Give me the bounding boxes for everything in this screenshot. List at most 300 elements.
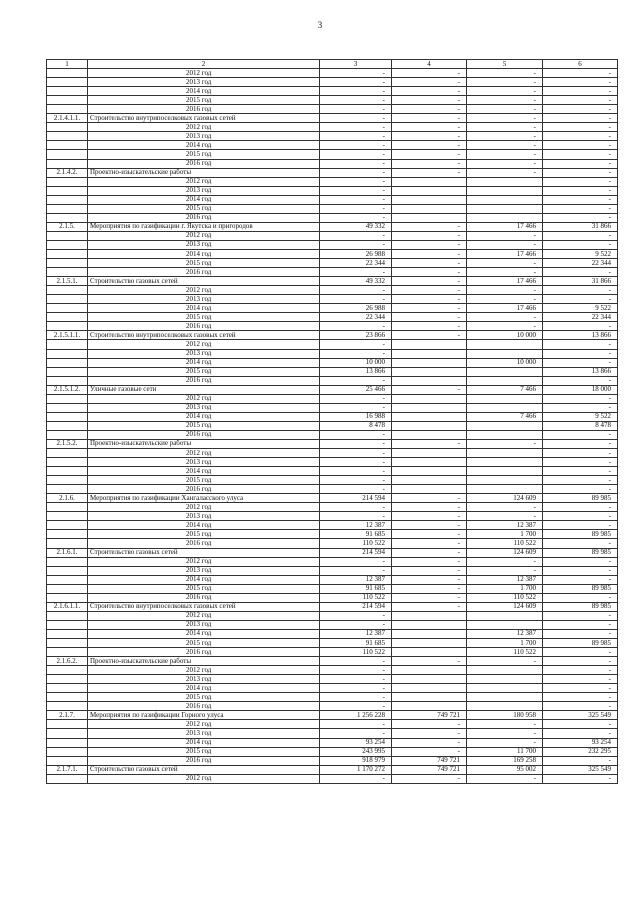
row-value-total: - [320,702,392,711]
row-value-col4 [392,684,467,693]
row-name: Проектно-изыскательские работы [88,439,320,448]
row-value-col6: - [543,666,618,675]
row-value-col4: - [392,87,467,96]
row-name: 2015 год [88,259,320,268]
row-name: 2015 год [88,747,320,756]
row-value-col4: 749 721 [392,765,467,774]
row-value-col4 [392,367,467,376]
row-code: 2.1.5. [47,222,88,231]
row-name: 2013 год [88,186,320,195]
row-name: 2013 год [88,675,320,684]
row-value-col6: - [543,159,618,168]
row-value-col6: 89 985 [543,639,618,648]
row-value-col4: - [392,69,467,78]
row-name: 2013 год [88,403,320,412]
row-value-total: - [320,467,392,476]
row-value-col6: - [543,702,618,711]
row-value-col4 [392,340,467,349]
year-row [47,648,618,657]
row-value-total: - [320,675,392,684]
year-row [47,403,618,412]
row-value-col5 [467,449,543,458]
row-value-col6: - [543,231,618,240]
row-name: Строительство газовых сетей [88,277,320,286]
row-value-col5: - [467,69,543,78]
row-value-col5: - [467,720,543,729]
row-name: 2014 год [88,87,320,96]
row-name: 2013 год [88,458,320,467]
row-value-col6: - [543,141,618,150]
row-value-col4: - [392,530,467,539]
year-row [47,87,618,96]
row-name: 2014 год [88,249,320,258]
row-value-col5: - [467,657,543,666]
year-row [47,756,618,765]
row-value-col5: 17 466 [467,222,543,231]
row-value-col6: - [543,295,618,304]
column-header: 3 [320,60,392,69]
row-value-col6: 9 522 [543,304,618,313]
row-value-col6: - [543,593,618,602]
row-name: 2016 год [88,213,320,222]
row-code [47,304,88,313]
row-value-col6: 325 549 [543,711,618,720]
row-name: 2015 год [88,150,320,159]
row-value-col6: - [543,430,618,439]
row-value-col6: 89 985 [543,530,618,539]
row-value-col5: 7 466 [467,412,543,421]
row-code [47,584,88,593]
row-value-col4: - [392,593,467,602]
row-value-col6: - [543,774,618,783]
year-row [47,611,618,620]
row-value-col5: 180 958 [467,711,543,720]
row-code [47,259,88,268]
year-row [47,159,618,168]
year-row [47,639,618,648]
row-value-col6: - [543,629,618,638]
row-value-col5: 11 700 [467,747,543,756]
row-name: 2012 год [88,666,320,675]
row-name: 2015 год [88,367,320,376]
row-value-col6: - [543,458,618,467]
row-name: 2012 год [88,231,320,240]
row-value-total: - [320,566,392,575]
row-value-col6: - [543,403,618,412]
row-value-col5: 10 000 [467,358,543,367]
row-value-total: 918 979 [320,756,392,765]
row-value-total: 22 344 [320,313,392,322]
row-value-col5 [467,394,543,403]
row-value-col5: 169 258 [467,756,543,765]
row-value-col4: - [392,539,467,548]
row-name: 2016 год [88,159,320,168]
row-value-col5 [467,340,543,349]
row-value-total: 91 685 [320,530,392,539]
row-value-col6: - [543,358,618,367]
row-value-col6: - [543,620,618,629]
row-value-col6: 22 344 [543,259,618,268]
year-row [47,213,618,222]
row-value-col5 [467,195,543,204]
row-value-col6: - [543,69,618,78]
row-code [47,467,88,476]
row-value-total: - [320,159,392,168]
row-value-col6: - [543,539,618,548]
row-value-total: - [320,729,392,738]
budget-table [46,59,618,784]
row-value-col5: - [467,87,543,96]
row-value-col5: - [467,168,543,177]
row-value-col4: - [392,503,467,512]
row-value-col5: - [467,132,543,141]
row-value-col6: - [543,204,618,213]
row-name: 2012 год [88,449,320,458]
row-value-col5: - [467,439,543,448]
row-value-col5 [467,476,543,485]
row-value-col5: - [467,295,543,304]
row-name: 2015 год [88,313,320,322]
row-value-col6: - [543,512,618,521]
row-code [47,421,88,430]
row-value-col4: - [392,304,467,313]
row-name: 2014 год [88,575,320,584]
row-value-col6: - [543,449,618,458]
row-value-col6: - [543,566,618,575]
year-row [47,729,618,738]
item-row [47,765,618,774]
row-value-col5: - [467,114,543,123]
row-value-col4: - [392,295,467,304]
row-value-total: - [320,286,392,295]
row-value-col6: 9 522 [543,249,618,258]
row-value-col6: 13 866 [543,331,618,340]
row-value-total: - [320,69,392,78]
row-value-col6: - [543,195,618,204]
row-code [47,403,88,412]
row-name: 2012 год [88,720,320,729]
row-value-col4: 749 721 [392,711,467,720]
row-name: 2014 год [88,629,320,638]
row-value-col6: - [543,394,618,403]
row-value-col5 [467,620,543,629]
row-value-col6: - [543,657,618,666]
row-value-col6: - [543,439,618,448]
row-value-total: - [320,186,392,195]
row-code [47,747,88,756]
row-code: 2.1.7.1. [47,765,88,774]
year-row [47,584,618,593]
row-code [47,268,88,277]
year-row [47,295,618,304]
row-value-total: - [320,476,392,485]
row-value-col6: - [543,240,618,249]
year-row [47,231,618,240]
row-name: 2012 год [88,774,320,783]
row-value-col6: - [543,105,618,114]
row-value-total: - [320,132,392,141]
row-value-col5: 1 700 [467,530,543,539]
row-value-col4 [392,421,467,430]
row-value-total: - [320,168,392,177]
year-row [47,449,618,458]
row-value-col5: - [467,150,543,159]
row-value-col5 [467,485,543,494]
row-value-col6: - [543,720,618,729]
row-value-col5 [467,467,543,476]
row-code [47,96,88,105]
row-name: 2016 год [88,702,320,711]
row-value-col4: - [392,168,467,177]
row-name: 2013 год [88,78,320,87]
year-row [47,702,618,711]
row-value-col4 [392,458,467,467]
row-value-col6: - [543,132,618,141]
row-value-col4: - [392,222,467,231]
row-name: 2012 год [88,177,320,186]
row-value-col4: - [392,494,467,503]
row-code: 2.1.5.1.1. [47,331,88,340]
row-value-col4: - [392,114,467,123]
row-value-col5: 110 522 [467,648,543,657]
row-code [47,449,88,458]
row-code: 2.1.5.1. [47,277,88,286]
row-code [47,412,88,421]
row-name: 2013 год [88,349,320,358]
row-name: 2016 год [88,322,320,331]
row-value-total: 243 995 [320,747,392,756]
row-value-col4: - [392,141,467,150]
row-value-col6: - [543,78,618,87]
row-name: 2015 год [88,530,320,539]
year-row [47,774,618,783]
row-code [47,295,88,304]
row-value-col4: - [392,268,467,277]
item-row [47,114,618,123]
row-name: 2013 год [88,295,320,304]
row-value-total: - [320,340,392,349]
row-code [47,87,88,96]
row-value-total: - [320,177,392,186]
row-value-col6: 89 985 [543,548,618,557]
row-code [47,159,88,168]
row-value-col4 [392,620,467,629]
row-value-col5 [467,458,543,467]
row-value-col4 [392,177,467,186]
row-name: 2012 год [88,286,320,295]
row-value-total: - [320,439,392,448]
table-header-row [47,60,618,69]
year-row [47,150,618,159]
row-code [47,249,88,258]
row-code [47,539,88,548]
row-value-col6: 89 985 [543,584,618,593]
row-name: 2015 год [88,693,320,702]
row-value-total: - [320,720,392,729]
row-value-col4 [392,403,467,412]
row-code: 2.1.4.2. [47,168,88,177]
row-value-col5: 10 000 [467,331,543,340]
row-value-col4 [392,476,467,485]
row-value-col4 [392,639,467,648]
row-code [47,557,88,566]
row-value-total: 91 685 [320,584,392,593]
row-code: 2.1.7. [47,711,88,720]
row-name: 2012 год [88,611,320,620]
row-value-col4 [392,666,467,675]
row-code [47,774,88,783]
row-code [47,639,88,648]
row-value-col5 [467,684,543,693]
row-value-col6: - [543,648,618,657]
row-value-col6: 325 549 [543,765,618,774]
row-code [47,313,88,322]
row-code [47,132,88,141]
row-value-col5: 17 466 [467,277,543,286]
row-value-col6: - [543,485,618,494]
row-value-total: - [320,322,392,331]
year-row [47,304,618,313]
row-value-total: 91 685 [320,639,392,648]
row-code [47,141,88,150]
row-value-col6: - [543,557,618,566]
row-value-total: 22 344 [320,259,392,268]
row-name: 2016 год [88,593,320,602]
row-value-total: 110 522 [320,539,392,548]
row-value-total: 49 332 [320,222,392,231]
row-value-col4 [392,186,467,195]
row-value-col5 [467,186,543,195]
row-name: Проектно-изыскательские работы [88,657,320,666]
row-value-col6: 9 522 [543,412,618,421]
row-value-total: - [320,195,392,204]
row-value-col4: - [392,249,467,258]
year-row [47,458,618,467]
row-value-col5: 110 522 [467,593,543,602]
row-value-col4 [392,376,467,385]
row-value-total: 23 866 [320,331,392,340]
row-value-col5: 7 466 [467,385,543,394]
row-value-total: 214 594 [320,548,392,557]
row-name: Мероприятия по газификации Хангаласского улуса [88,494,320,503]
row-value-col6: - [543,611,618,620]
row-name: 2016 год [88,268,320,277]
row-value-total: - [320,485,392,494]
row-value-total: - [320,123,392,132]
row-value-total: 12 387 [320,521,392,530]
row-value-col6: 18 000 [543,385,618,394]
year-row [47,123,618,132]
row-name: Мероприятия по газификации г. Якутска и пригородов [88,222,320,231]
row-code [47,240,88,249]
row-code [47,394,88,403]
row-name: 2013 год [88,132,320,141]
row-value-col6: - [543,349,618,358]
row-value-col5: - [467,313,543,322]
row-value-col5: - [467,774,543,783]
row-value-col6: 22 344 [543,313,618,322]
row-value-col5: - [467,738,543,747]
row-value-col5: - [467,268,543,277]
year-row [47,358,618,367]
year-row [47,78,618,87]
row-value-col4 [392,675,467,684]
row-code [47,213,88,222]
row-value-col4: - [392,729,467,738]
row-value-col4: - [392,105,467,114]
row-name: 2015 год [88,96,320,105]
row-code [47,620,88,629]
row-value-col5: 124 609 [467,548,543,557]
row-name: 2016 год [88,756,320,765]
row-value-total: 10 000 [320,358,392,367]
row-code: 2.1.5.1.2. [47,385,88,394]
row-name: 2015 год [88,204,320,213]
row-value-col4: - [392,738,467,747]
year-row [47,412,618,421]
row-value-total: 110 522 [320,593,392,602]
row-value-col6: 93 254 [543,738,618,747]
row-value-col6: - [543,123,618,132]
row-value-col5: - [467,141,543,150]
row-value-total: - [320,295,392,304]
row-code [47,204,88,213]
year-row [47,503,618,512]
year-row [47,322,618,331]
row-name: 2013 год [88,729,320,738]
year-row [47,394,618,403]
year-row [47,467,618,476]
year-row [47,512,618,521]
row-name: Уличные газовые сети [88,385,320,394]
row-value-total: - [320,268,392,277]
row-value-total: 12 387 [320,575,392,584]
year-row [47,675,618,684]
row-value-col4 [392,195,467,204]
row-value-total: - [320,240,392,249]
row-code [47,186,88,195]
row-value-total: - [320,458,392,467]
row-name: 2012 год [88,394,320,403]
row-value-col4 [392,485,467,494]
row-value-col6: 8 478 [543,421,618,430]
row-name: 2015 год [88,639,320,648]
row-value-col5 [467,693,543,702]
row-code: 2.1.6. [47,494,88,503]
row-name: Строительство газовых сетей [88,765,320,774]
row-code [47,105,88,114]
row-name: 2014 год [88,358,320,367]
row-value-col5: - [467,123,543,132]
year-row [47,485,618,494]
year-row [47,666,618,675]
row-value-col5: 1 700 [467,584,543,593]
row-value-col6: 31 866 [543,222,618,231]
row-name: 2016 год [88,376,320,385]
row-code [47,367,88,376]
row-value-total: 1 170 272 [320,765,392,774]
row-value-col4: - [392,774,467,783]
row-value-col6: 31 866 [543,277,618,286]
row-value-col4: - [392,331,467,340]
row-value-col6: - [543,213,618,222]
row-code [47,729,88,738]
row-value-col4 [392,349,467,358]
year-row [47,593,618,602]
row-code [47,512,88,521]
row-value-total: - [320,557,392,566]
row-value-total: 13 866 [320,367,392,376]
